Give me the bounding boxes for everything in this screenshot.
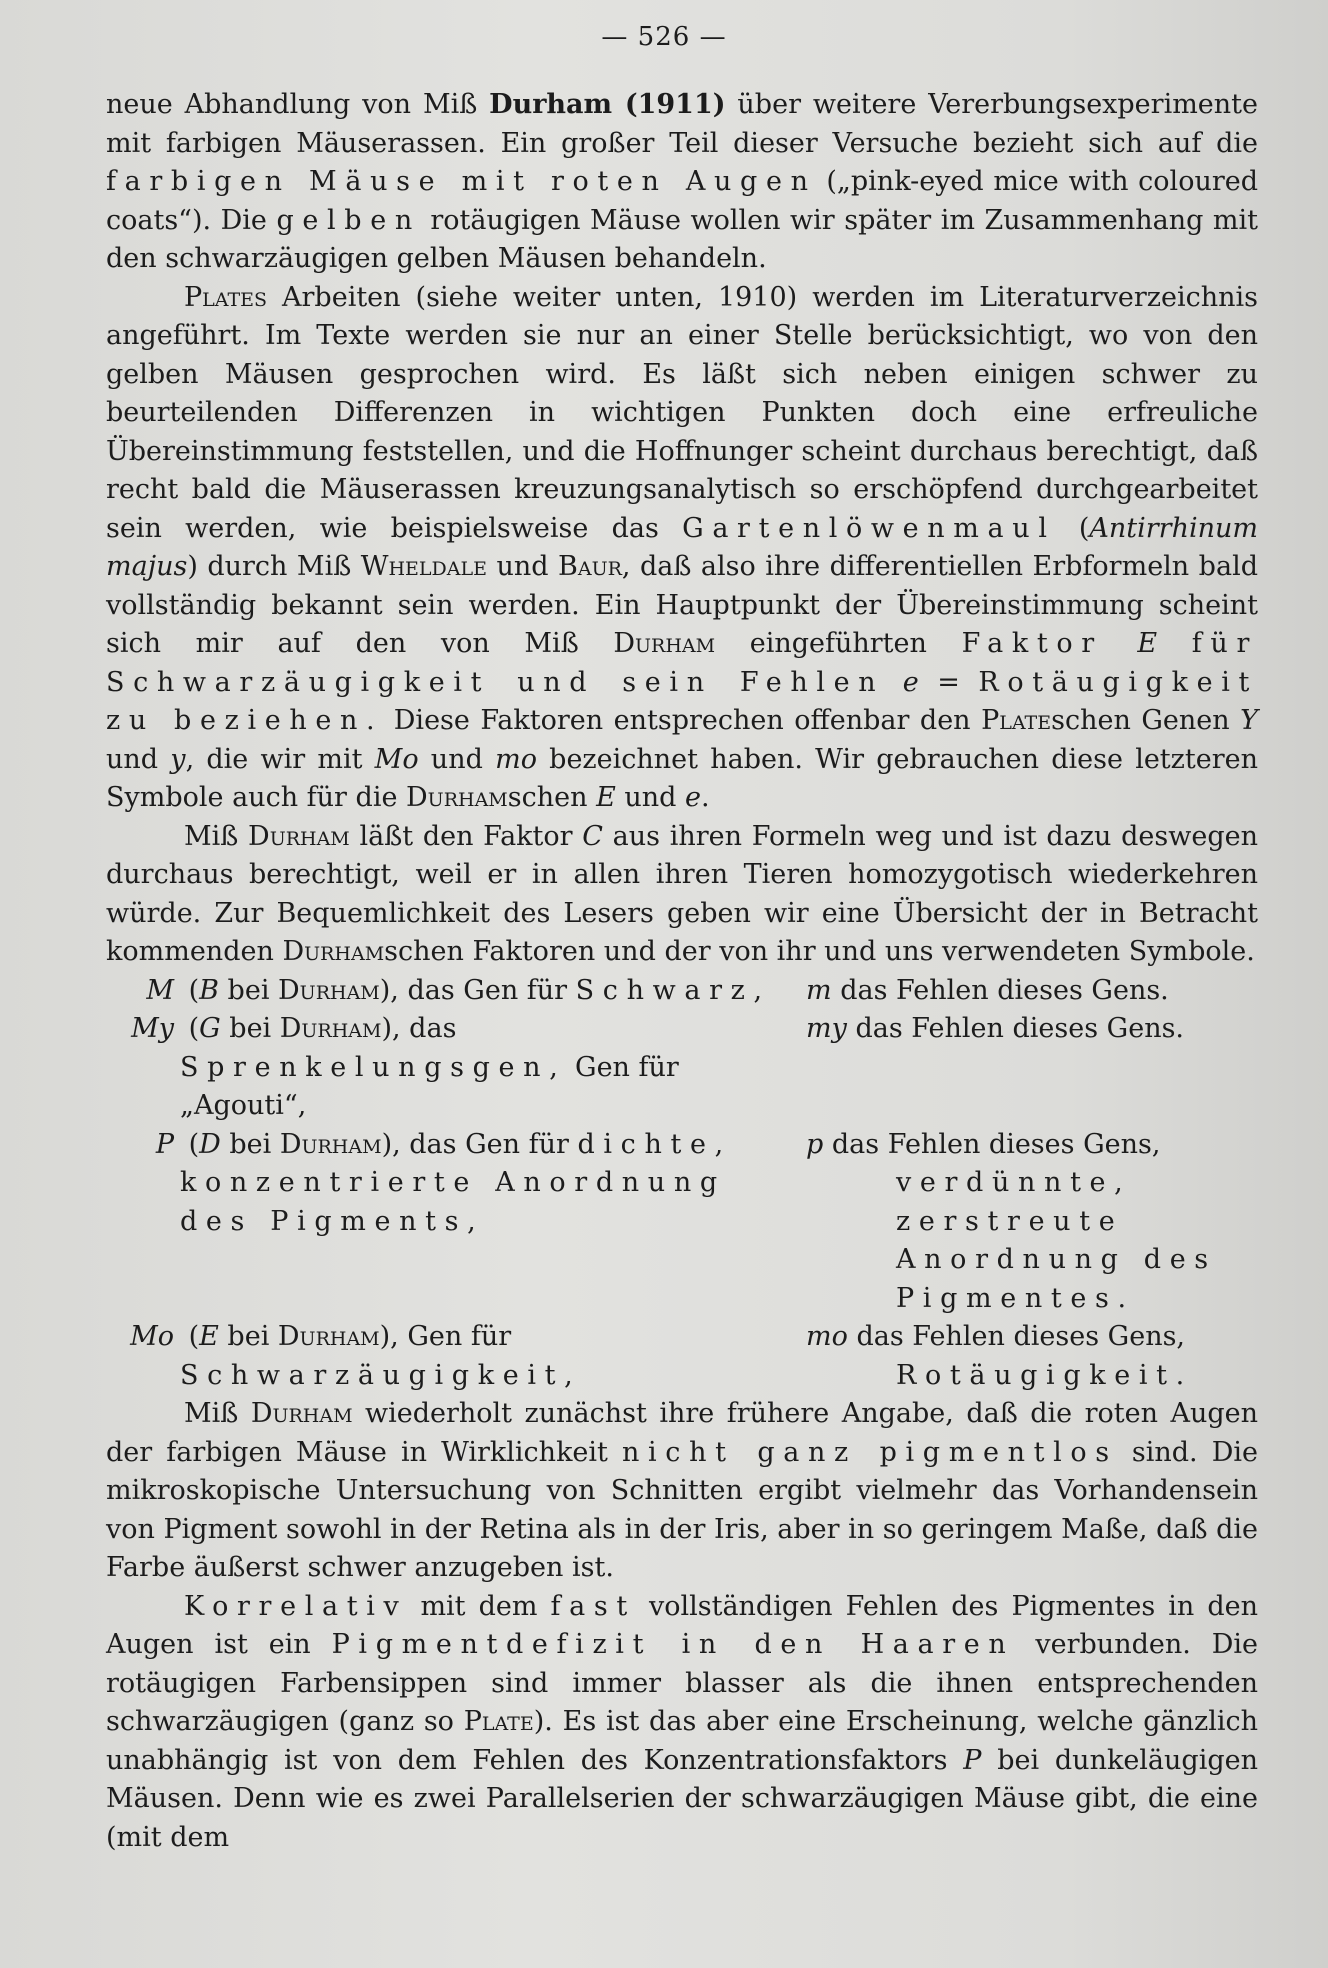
text-run: schen (507, 782, 597, 813)
text-run: Miß (184, 1398, 251, 1429)
alt-symbol: E (199, 1321, 219, 1352)
text-run: läßt den Faktor (349, 820, 583, 852)
text-run: ), das (381, 1013, 457, 1044)
paragraph-2 (106, 279, 1258, 818)
text-run: . (701, 782, 710, 813)
emphasis: für Schwarzäugigkeit und sein Fehlen (106, 628, 1259, 698)
text-run: wiederholt zunächst ihre frühere Angabe, daß die roten Augen der farbigen Mäuse in Wirklichkeit (106, 1398, 1258, 1468)
text-run: und (418, 743, 496, 775)
symbol-negation (806, 1010, 1258, 1126)
text-run: eingeführten (715, 628, 962, 659)
emphasis: Rotäugigkeit zu beziehen. (106, 666, 1258, 736)
author-name: Durham (278, 974, 380, 1006)
paragraph-5 (106, 1588, 1258, 1858)
gene-description: Rotäugigkeit. (896, 1359, 1193, 1391)
author-name: Durham (279, 1013, 382, 1044)
author-name: Durham (277, 1321, 380, 1352)
text-run: das Fehlen dieses Gens. (846, 1013, 1185, 1044)
text-run: das Fehlen dieses Gens, (823, 1128, 1161, 1160)
emphasis: farbigen Mäuse mit roten Augen (106, 166, 817, 197)
symbol: C (582, 820, 603, 852)
gene-symbol: My (131, 1013, 174, 1044)
text-run: ), das Gen für (379, 974, 576, 1006)
gene-symbol: my (806, 1013, 847, 1044)
text-run: verbunden. Die rotäugigen Farbensippen sind immer blasser als die ihnen entsprechenden schwarzäugigen (ganz so (106, 1629, 1258, 1737)
emphasis: Korrelativ (184, 1590, 408, 1622)
page-number: — 526 — (601, 22, 727, 52)
author-name: Durham (250, 1398, 353, 1429)
emphasis: Faktor (961, 628, 1103, 659)
text-run: und (615, 782, 686, 813)
text-run: bei (220, 1128, 280, 1160)
text-run: ( (1055, 512, 1090, 544)
text-run: das Fehlen dieses Gens. (831, 974, 1169, 1006)
symbol: e (685, 782, 702, 813)
text-run: Miß (184, 820, 249, 852)
paragraph-1 (106, 86, 1258, 279)
symbol-negation (806, 972, 1258, 1011)
text-run: neue Abhandlung von Miß (106, 89, 490, 120)
text-run: ( (180, 1128, 200, 1160)
text-run: ( (180, 1013, 200, 1044)
author-name: Durham (279, 1128, 382, 1160)
symbol-definition (106, 972, 806, 1011)
text-run: ). Es ist das aber eine Erscheinung, welche gänzlich unabhängig ist von dem Fehlen des Konzentrationsfaktors (106, 1706, 1258, 1776)
gene-description: dichte, konzentrierte Anordnung des Pigments, (180, 1128, 732, 1237)
text-run: = (937, 666, 979, 698)
emphasis: Pigmentdefizit in den Haaren (331, 1629, 1015, 1660)
text-run: bezeichnet haben. Wir gebrauchen diese letzteren Symbole auch für die (106, 743, 1258, 813)
text-run: ), das Gen für (381, 1128, 578, 1160)
gene-symbol: p (806, 1128, 824, 1160)
symbol: e (884, 666, 938, 698)
text-run: und (106, 743, 171, 775)
emphasis: Gartenlöwenmaul (682, 512, 1056, 544)
symbol-definition (106, 1126, 806, 1319)
symbol-table (106, 972, 1258, 1396)
text-run: mit dem (407, 1590, 551, 1622)
symbol-negation (806, 1318, 1258, 1395)
gene-symbol: mo (806, 1321, 848, 1352)
text-run: („pink-eyed mice with coloured coats“). Die (106, 166, 1259, 236)
text-run: ) durch Miß (187, 551, 361, 582)
author-name: Baur (558, 551, 622, 582)
gene-description: Schwarz, (575, 974, 771, 1006)
author-name: Durham (613, 628, 716, 659)
symbol-negation (806, 1126, 1258, 1319)
text-run: , die wir mit (185, 743, 375, 775)
text-run: bei (218, 974, 279, 1006)
text-run: aus ihren Formeln weg und ist dazu deswegen durchaus berechtigt, weil er in allen ihren Tieren homozygotisch wiederkehren würde. Zur Bequemlichkeit des Lesers geben wir eine Übersicht der in Betracht kommenden (106, 820, 1258, 967)
symbol: y (170, 743, 186, 775)
gene-description: Schwarzäugigkeit, (180, 1359, 582, 1391)
gene-symbol: Mo (130, 1321, 174, 1352)
gene-symbol: P (155, 1128, 174, 1160)
gene-description: Sprenkelungsgen, (180, 1051, 567, 1083)
symbol-definition (106, 1318, 806, 1395)
text-run: ( (180, 1321, 200, 1352)
gene-description: verdünnte, zerstreute Anordnung des Pigmentes. (896, 1167, 1217, 1314)
text-run: Diese Faktoren entsprechen offenbar den (383, 705, 982, 736)
text-run: rotäugigen Mäuse wollen wir später im Zusammenhang mit den schwarzäugigen gelben Mäusen behandeln. (106, 204, 1258, 274)
text-run: das Fehlen dieses Gens, (847, 1321, 1186, 1352)
text-run: über weitere Vererbungsexperimente mit farbigen Mäuserassen. Ein großer Teil dieser Versuche bezieht sich auf die (106, 89, 1259, 159)
symbol: Mo (374, 743, 419, 775)
author-name: Durham (406, 782, 508, 813)
text-run: und (486, 551, 559, 582)
author-name: Plate (981, 705, 1052, 736)
text-run: vollständigen Fehlen des Pigmentes in den Augen ist ein (106, 1590, 1258, 1660)
text-run: bei (218, 1321, 278, 1352)
paragraph-3 (106, 818, 1258, 972)
author-name: Wheldale (360, 551, 487, 582)
symbol: E (1102, 628, 1192, 659)
symbol: Y (1240, 705, 1258, 736)
author-citation: Durham (1911) (489, 89, 726, 120)
symbol: E (596, 782, 616, 813)
symbol: mo (495, 743, 537, 775)
text-run: schen Faktoren und der von ihr und uns verwendeten Symbole. (384, 936, 1255, 967)
author-name: Durham (282, 936, 385, 967)
emphasis: gelben (276, 204, 421, 236)
text-run: Gen für „Agouti“, (180, 1051, 679, 1121)
alt-symbol: B (199, 974, 219, 1006)
text-run: ( (180, 974, 200, 1006)
species-name: Antirrhinum majus (106, 512, 1258, 582)
emphasis: nicht ganz pigmentlos (622, 1436, 1118, 1468)
text-run: Arbeiten (siehe weiter unten, 1910) werden im Literaturverzeichnis angeführt. Im Texte werden sie nur an einer Stelle berücksichtigt, wo von den gelben Mäusen gesprochen wird. Es läßt sich neben einigen schwer zu beurteilenden Differenzen in wichtigen Punkten doch eine erfreuliche Übereinstimmung feststellen, und die Hoffnunger scheint durchaus berechtigt, daß recht bald die Mäuserassen kreuzungsanalytisch so erschöpfend durchgearbeitet sein werden, wie beispielsweise das (106, 281, 1258, 544)
alt-symbol: G (199, 1013, 221, 1044)
symbol: P (963, 1744, 982, 1776)
body-text (106, 86, 1258, 1857)
text-run: bei dunkeläugigen Mäusen. Denn wie es zwei Parallelserien der schwarzäugigen Mäuse gibt, die eine (mit dem (106, 1744, 1258, 1853)
text-run: bei (220, 1013, 280, 1044)
text-run: , daß also ihre differentiellen Erbformeln bald vollständig bekannt sein werden. Ein Hauptpunkt der Übereinstimmung scheint sich mir auf den von Miß (106, 551, 1258, 659)
gene-symbol: m (806, 974, 832, 1006)
text-run: sind. Die mikroskopische Untersuchung von Schnitten ergibt vielmehr das Vorhandensein von Pigment sowohl in der Retina als in der Iris, aber in so geringem Maße, daß die Farbe äußerst schwer anzugeben ist. (106, 1436, 1258, 1583)
text-run: schen Genen (1051, 705, 1241, 736)
text-run: ), Gen für (379, 1321, 512, 1352)
gene-symbol: M (146, 974, 174, 1006)
author-name: Durham (248, 820, 350, 852)
symbol-definition (106, 1010, 806, 1126)
emphasis: fast (550, 1590, 636, 1622)
author-name: Plate (463, 1706, 534, 1737)
paragraph-4 (106, 1395, 1258, 1588)
author-name: Plates (184, 281, 268, 313)
alt-symbol: D (199, 1128, 221, 1160)
